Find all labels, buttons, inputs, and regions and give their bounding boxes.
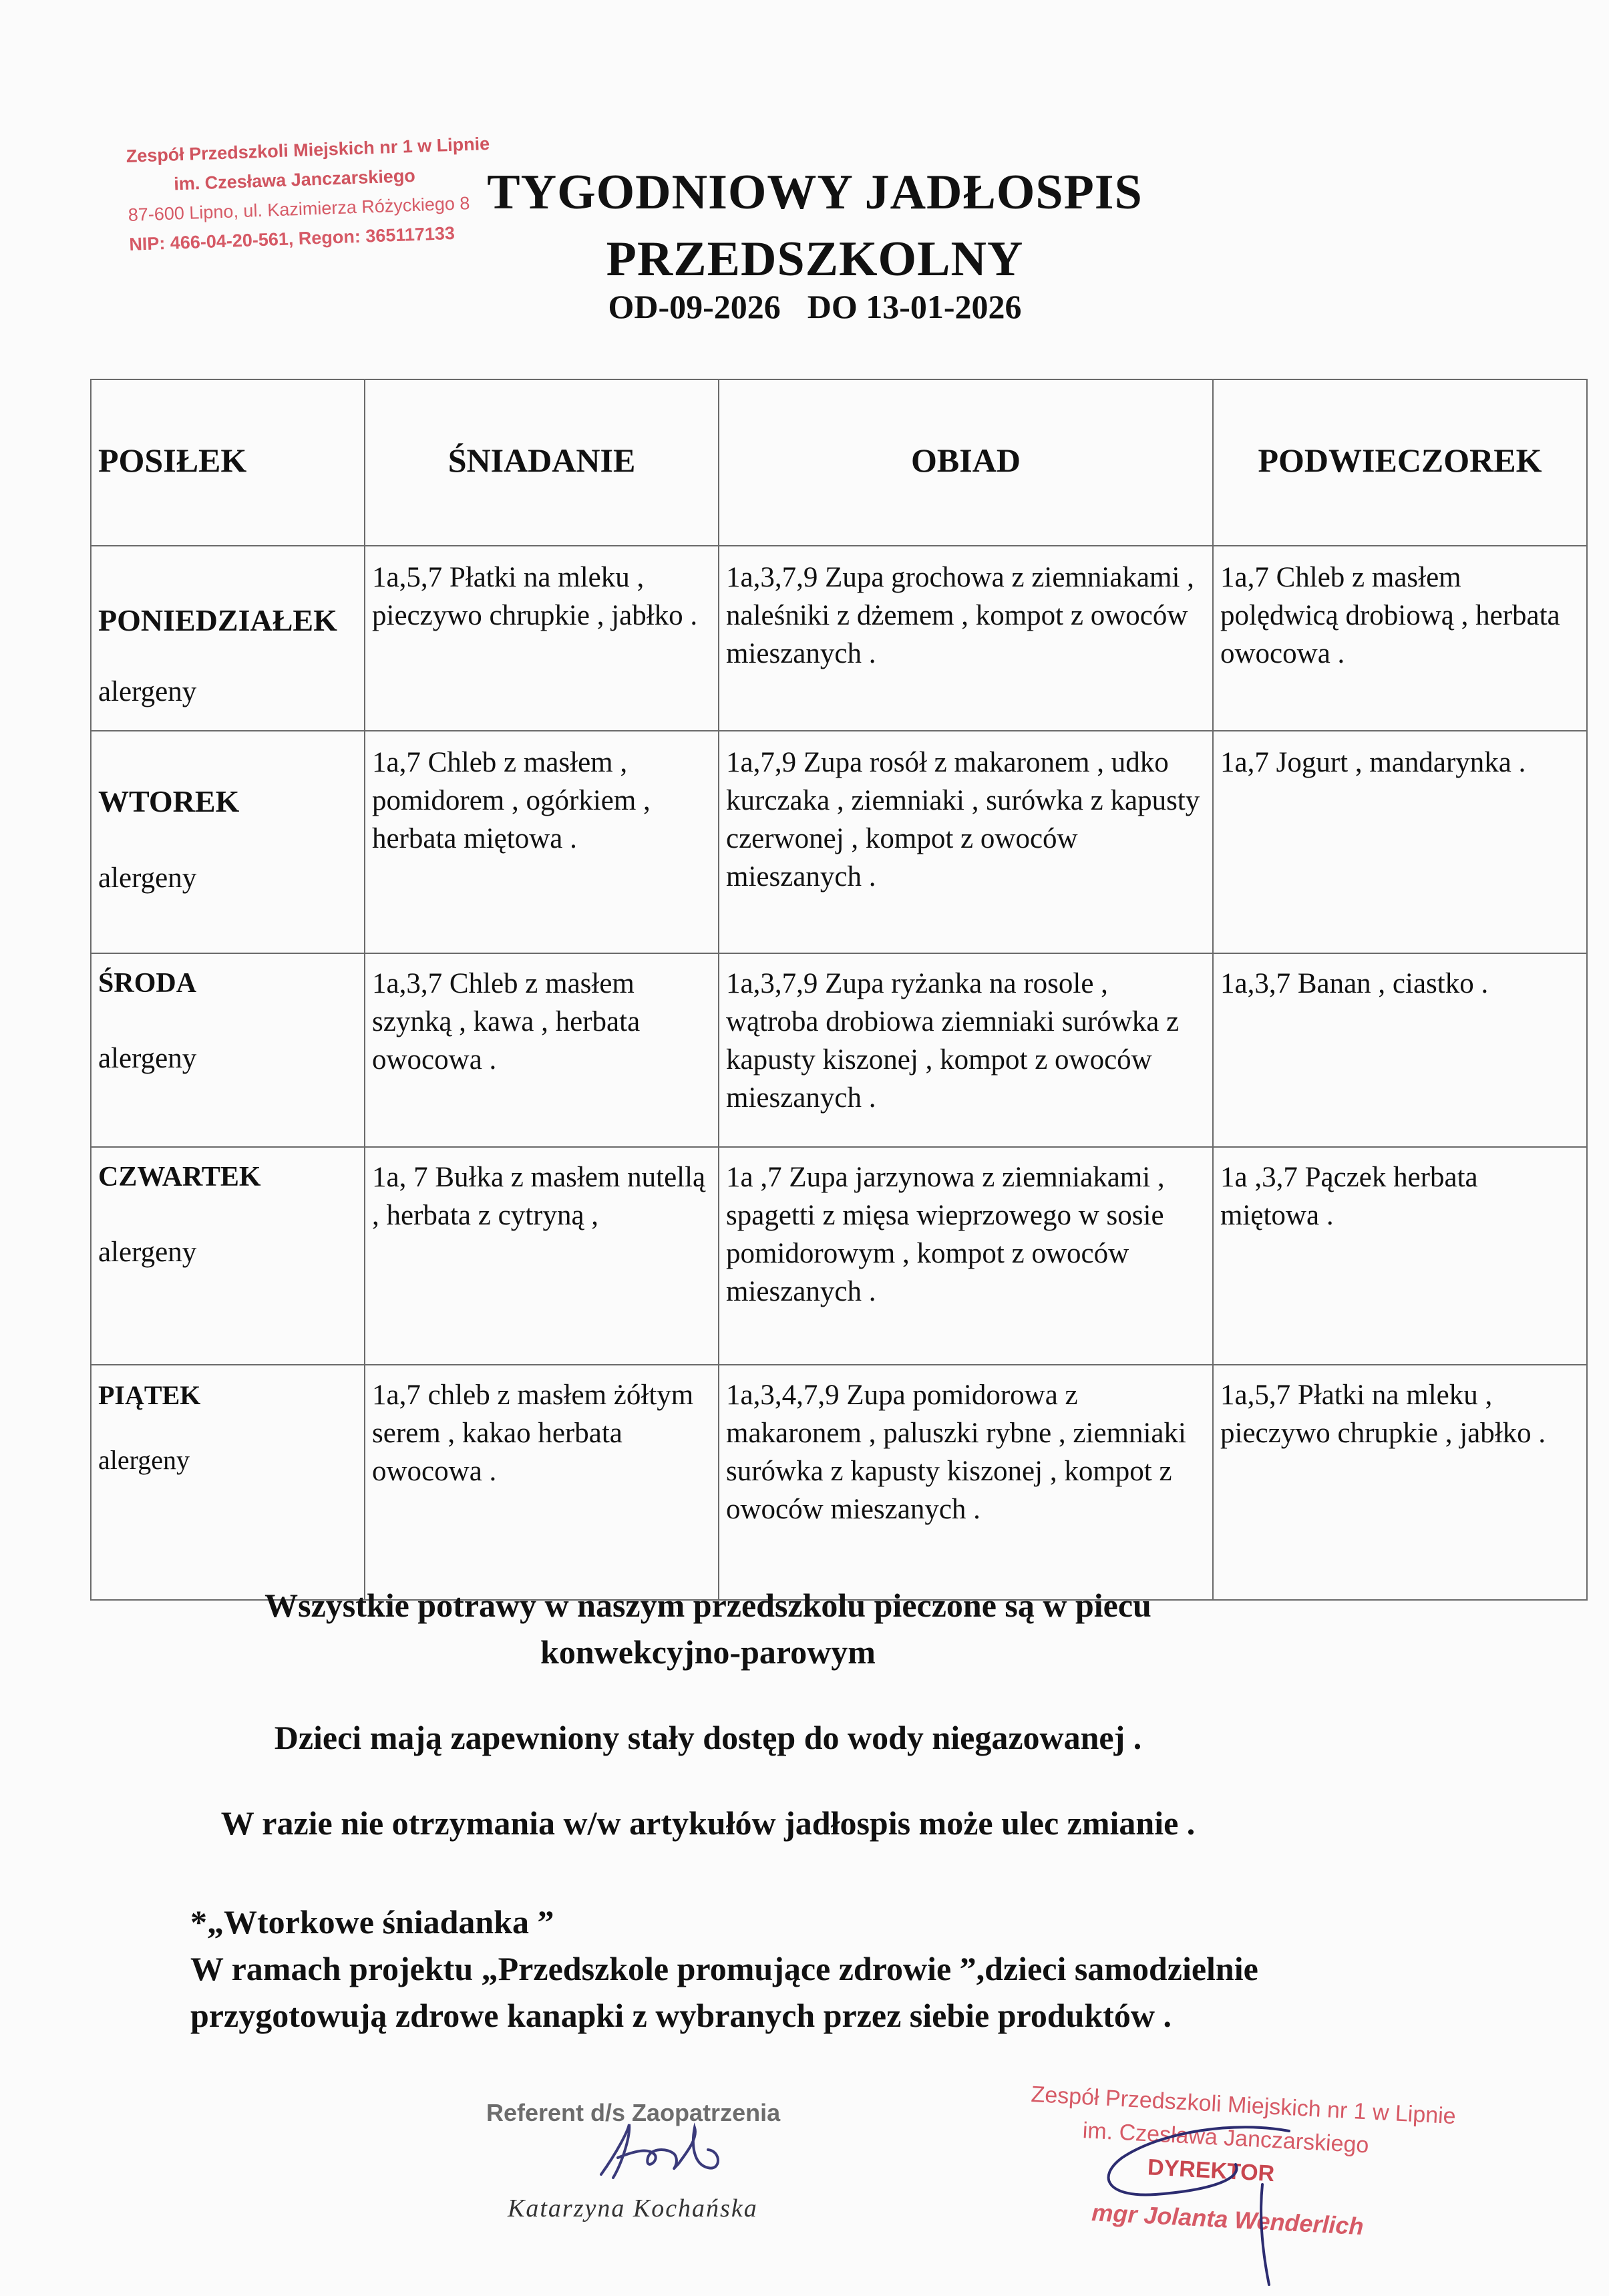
page-title — [414, 159, 1216, 293]
project-line-1: W ramach projektu „Przedszkole promujące zdrowie ”,dzieci samodzielnie — [190, 1950, 1258, 1987]
day-name: CZWARTEK — [98, 1162, 261, 1192]
referent-label: Referent d/s Zaopatrzenia — [486, 2099, 781, 2126]
header-breakfast: ŚNIADANIE — [365, 379, 719, 546]
day-name: PONIEDZIAŁEK — [98, 603, 337, 637]
lunch-cell: 1a,3,7,9 Zupa grochowa z ziemniakami , naleśniki z dżemem , kompot z owoców mieszanych . — [719, 546, 1213, 731]
table-header-row — [91, 379, 1587, 546]
snack-cell: 1a,3,7 Banan , ciastko . — [1213, 953, 1587, 1147]
day-name: PIĄTEK — [98, 1380, 201, 1410]
lunch-cell: 1a,3,4,7,9 Zupa pomidorowa z makaronem , paluszki rybne , ziemniaki surówka z kapusty kiszonej , kompot z owoców mieszanych . — [719, 1365, 1213, 1600]
table-row — [91, 546, 1587, 731]
breakfast-cell: 1a, 7 Bułka z masłem nutellą , herbata z cytryną , — [365, 1147, 719, 1365]
snack-cell: 1a,7 Jogurt , mandarynka . — [1213, 731, 1587, 953]
day-cell — [91, 953, 365, 1147]
oven-note-line-1: Wszystkie potrawy w naszym przedszkolu pieczone są w piecu — [264, 1587, 1151, 1624]
project-note — [134, 1899, 1443, 2039]
referent-signature-icon — [581, 2111, 741, 2191]
date-from: OD-09-2026 — [608, 288, 781, 325]
title-line-2: PRZEDSZKOLNY — [606, 232, 1024, 287]
water-note: Dzieci mają zapewniony stały dostęp do wody niegazowanej . — [274, 1719, 1142, 1756]
date-range — [414, 287, 1216, 326]
title-line-1: TYGODNIOWY JADŁOSPIS — [487, 165, 1143, 220]
breakfast-cell: 1a,3,7 Chleb z masłem szynką , kawa , herbata owocowa . — [365, 953, 719, 1147]
day-cell — [91, 1365, 365, 1600]
day-cell — [91, 1147, 365, 1365]
allergens-label: alergeny — [98, 676, 197, 707]
day-name: ŚRODA — [98, 968, 197, 999]
oven-note — [134, 1582, 1282, 1675]
day-name: WTOREK — [98, 784, 240, 818]
stamp-line-address: 87-600 Lipno, ul. Kazimierza Różyckiego 8 — [128, 193, 470, 225]
lunch-cell: 1a ,7 Zupa jarzynowa z ziemniakami , spagetti z mięsa wieprzowego w sosie pomidorowym , kompot z owoców mieszanych . — [719, 1147, 1213, 1365]
oven-note-line-2: konwekcyjno-parowym — [540, 1633, 876, 1671]
snack-cell: 1a ,3,7 Pączek herbata miętowa . — [1213, 1147, 1587, 1365]
director-signature-icon — [1069, 2118, 1349, 2291]
day-cell — [91, 546, 365, 731]
table-row — [91, 953, 1587, 1147]
header-snack: PODWIECZOREK — [1213, 379, 1587, 546]
day-cell — [91, 731, 365, 953]
snack-cell: 1a,7 Chleb z masłem polędwicą drobiową , herbata owocowa . — [1213, 546, 1587, 731]
lunch-cell: 1a,7,9 Zupa rosół z makaronem , udko kurczaka , ziemniaki , surówka z kapusty czerwonej , kompot z owoców mieszanych . — [719, 731, 1213, 953]
table-row — [91, 1365, 1587, 1600]
breakfast-cell: 1a,7 Chleb z masłem , pomidorem , ogórkiem , herbata miętowa . — [365, 731, 719, 953]
director-title: DYREKTOR — [1147, 2154, 1276, 2187]
allergens-label: alergeny — [98, 1237, 197, 1268]
breakfast-cell: 1a,7 chleb z masłem żółtym serem , kakao herbata owocowa . — [365, 1365, 719, 1600]
allergens-label: alergeny — [98, 1043, 197, 1074]
director-name: mgr Jolanta Wenderlich — [1091, 2198, 1365, 2241]
menu-table — [90, 379, 1588, 1601]
header-lunch: OBIAD — [719, 379, 1213, 546]
notes-section — [134, 1582, 1443, 2039]
table-row — [91, 731, 1587, 953]
director-stamp-line-1: Zespół Przedszkoli Miejskich nr 1 w Lipnie — [1030, 2081, 1457, 2130]
allergens-label: alergeny — [98, 862, 197, 894]
referent-name: Katarzyna Kochańska — [508, 2194, 758, 2223]
date-to: DO 13-01-2026 — [807, 288, 1022, 325]
project-line-2: przygotowują zdrowe kanapki z wybranych przez siebie produktów . — [190, 1997, 1172, 2034]
tuesday-heading: *„Wtorkowe śniadanka ” — [190, 1903, 554, 1941]
change-note: W razie nie otrzymania w/w artykułów jadłospis może ulec zmianie . — [220, 1804, 1196, 1842]
stamp-line-nip-regon: NIP: 466-04-20-561, Regon: 365117133 — [128, 222, 456, 255]
table-row — [91, 1147, 1587, 1365]
breakfast-cell: 1a,5,7 Płatki na mleku , pieczywo chrupkie , jabłko . — [365, 546, 719, 731]
header-meal: POSIŁEK — [91, 379, 365, 546]
snack-cell: 1a,5,7 Płatki na mleku , pieczywo chrupkie , jabłko . — [1213, 1365, 1587, 1600]
lunch-cell: 1a,3,7,9 Zupa ryżanka na rosole , wątroba drobiowa ziemniaki surówka z kapusty kiszonej , kompot z owoców mieszanych . — [719, 953, 1213, 1147]
stamp-line-patron: im. Czesława Janczarskiego — [173, 165, 416, 194]
stamp-line-school-name: Zespół Przedszkoli Miejskich nr 1 w Lipnie — [126, 133, 490, 166]
allergens-label: alergeny — [98, 1445, 190, 1475]
director-stamp-line-2: im. Czesława Janczarskiego — [1081, 2118, 1370, 2158]
